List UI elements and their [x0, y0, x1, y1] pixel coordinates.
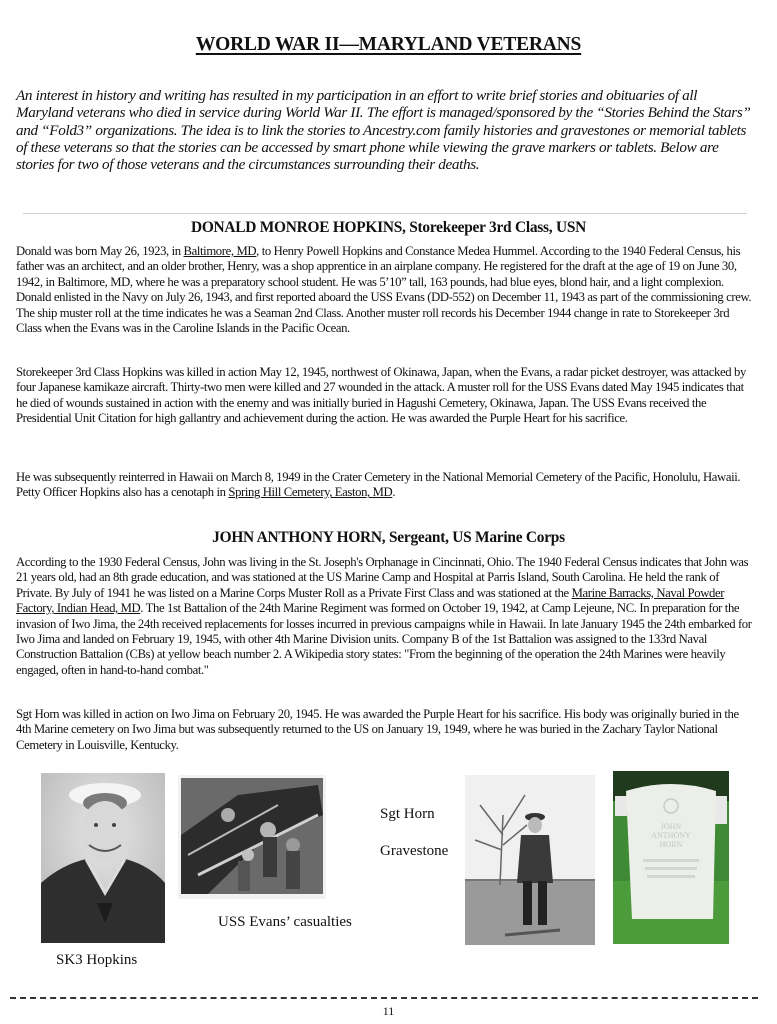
section-divider — [23, 213, 747, 214]
spring-hill-cemetery-link[interactable]: Spring Hill Cemetery, Easton, MD — [228, 485, 393, 500]
evans-photo-caption: USS Evans’ casualties — [218, 914, 352, 930]
hopkins-portrait-photo — [41, 773, 165, 943]
footer-divider — [10, 997, 758, 999]
gravestone-line-3: HORN — [659, 840, 683, 849]
hopkins-photo-caption: SK3 Hopkins — [56, 952, 138, 968]
uss-evans-casualties-photo — [178, 775, 326, 899]
baltimore-link[interactable]: Baltimore, MD — [183, 244, 257, 258]
horn-gravestone-photo — [613, 771, 729, 944]
sgt-horn-image — [465, 775, 595, 945]
hopkins-heading: DONALD MONROE HOPKINS, Storekeeper 3rd Class, USN — [190, 219, 587, 236]
horn-photo-caption: Sgt Horn — [380, 806, 435, 822]
intro-paragraph: An interest in history and writing has resulted in my participation in an effort to write brief stories and obituaries of all Maryland veterans who died in service during World War II. The effort is managed/sponsored by the “Stories Behind the Stars” and “Fold3” organizations. The idea is to link the stories to Ancestry.com family histories and gravestones or memorial tablets of these veterans so that the stories can be accessed by smart phone while viewing the grave markers or tablets. Below are stories for two of those veterans and the circumstances surrounding their deaths. — [16, 87, 751, 174]
uss-evans-casualties-image — [178, 775, 326, 899]
marine-barracks-link[interactable]: Marine Barracks, Naval Powder Factory, Indian Head, MD — [16, 585, 725, 616]
hopkins-paragraph-1: Donald was born May 26, 1923, in Baltimore, MD, to Henry Powell Hopkins and Constance Medea Hummel. According to the 1940 Federal Census, his father was an architect, and an older brother, Henry, was a shop apprentice in an airplane company. He registered for the draft at the age of 19 on June 30, 1942, in Baltimore, MD, where he was a preparatory school student. He was 5’10” tall, 163 pounds, had blue eyes, blond hair, and a light complexion. Donald enlisted in the Navy on July 26, 1943, and first reported aboard the USS Evans (DD-552) on December 11, 1943 as part of the commissioning crew. The ship muster roll at the time indicates he was a Seaman 2nd Class. Another muster roll records his December 1944 change in rate to Storekeeper 3rd Class when the Evans was in the Caroline Islands in the Pacific Ocean. — [16, 244, 752, 336]
horn-paragraph-2: Sgt Horn was killed in action on Iwo Jima on February 20, 1945. He was awarded the Purple Heart for his sacrifice. His body was originally buried in the 4th Marine cemetery on Iwo Jima but was subsequently returned to the US on January 19, 1949, where he was buried in the Zachary Taylor National Cemetery in Louisville, Kentucky. — [16, 707, 739, 752]
gravestone-image — [613, 771, 729, 944]
horn-heading: JOHN ANTHONY HORN, Sergeant, US Marine Corps — [212, 529, 565, 546]
sgt-horn-photo — [465, 775, 595, 945]
hopkins-paragraph-3: He was subsequently reinterred in Hawaii on March 8, 1949 in the Crater Cemetery in the National Memorial Cemetery of the Pacific, Honolulu, Hawaii. Petty Officer Hopkins also has a cenotaph in Spring Hill Cemetery, Easton, MD. — [16, 470, 741, 500]
gravestone-line-1: JOHN — [660, 822, 682, 831]
horn-paragraph-1: According to the 1930 Federal Census, John was living in the St. Joseph's Orphanage in Cincinnati, Ohio. The 1940 Federal Census indicates that John was 21 years old, had an 8th grade education, and was stationed at the US Marine Camp and Hospital at Parris Island, South Carolina. He held the rank of Private. By July of 1941 he was listed on a Marine Corps Muster Roll as a Private First Class and was stationed at the Marine Barracks, Naval Powder Factory, Indian Head, MD. The 1st Battalion of the 24th Marine Regiment was formed on October 19, 1942, at Camp Lejeune, NC. In preparation for the invasion of Iwo Jima, the 24th received replacements for losses incurred in previous campaigns while in Hawaii. In late January 1945 the 24th embarked for Iwo Jima and landed on February 19, 1945, with other 4th Marine Division units. Company B of the 1st Battalion was assigned to the 133rd Naval Construction Battalion (CBs) at yellow beach number 2. A Wikipedia story states: "From the beginning of the operation the 24th Marines were heavily engaged, often in hand-to-hand combat." — [16, 555, 752, 677]
page-number: 11 — [382, 1004, 395, 1018]
page-title: WORLD WAR II—MARYLAND VETERANS — [195, 34, 582, 55]
hopkins-paragraph-2: Storekeeper 3rd Class Hopkins was killed in action May 12, 1945, northwest of Okinawa, Japan, when the Evans, a radar picket destroyer, was attacked by four Japanese kamikaze aircraft. Thirty-two men were killed and 27 wounded in the attack. A muster roll for the USS Evans dated May 1945 indicates that he died of wounds sustained in action with the enemy and was initially buried in Hagushi Cemetery, Okinawa, Japan. The USS Evans received the Presidential Unit Citation for high gallantry and achievement during the action. He was awarded the Purple Heart for his sacrifice. — [16, 365, 746, 426]
hopkins-portrait-image — [41, 773, 165, 943]
gravestone-line-2: ANTHONY — [651, 831, 691, 840]
gravestone-photo-caption: Gravestone — [380, 843, 449, 859]
